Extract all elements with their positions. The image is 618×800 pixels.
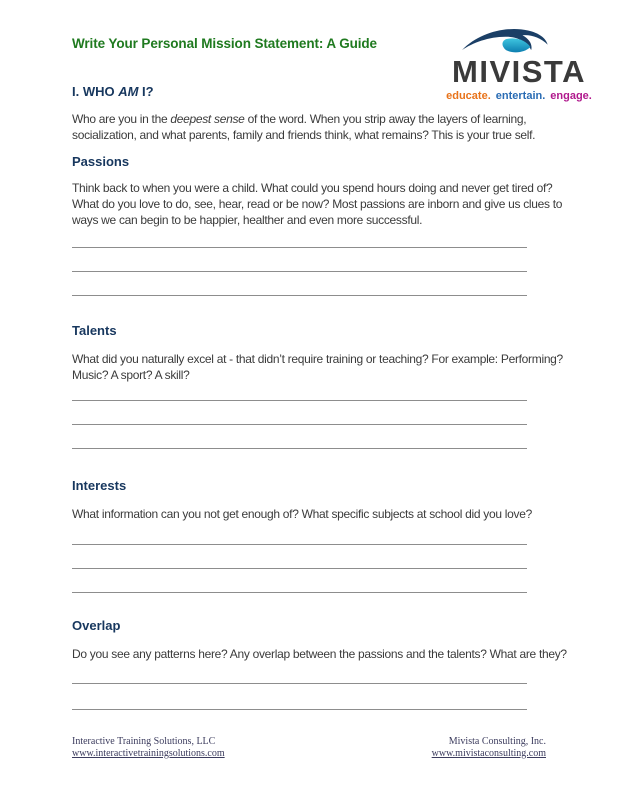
tagline-engage: engage. [550,90,592,102]
answer-line [72,684,527,710]
answer-line [72,425,527,449]
footer-left-company: Interactive Training Solutions, LLC [72,736,216,747]
talents-paragraph: What did you naturally excel at - that didn’t require training or teaching? For example: Performing? Music? A sport? A skill? [72,352,563,382]
who-intro-paragraph: Who are you in the deepest sense of the word. When you strip away the layers of learning, socialization, and what parents, family and friends think, what remains? This is your true self. [72,112,536,142]
document-title: Write Your Personal Mission Statement: A Guide [72,36,377,51]
answer-line [72,272,527,296]
answer-line [72,569,527,593]
eye-icon [458,25,554,58]
logo-wordmark: MIVISTA [452,54,586,89]
answer-line [72,248,527,272]
tagline-entertain: entertain. [495,90,546,102]
section-heading-who-am-i: I. WHO AM I? [72,84,154,99]
interests-paragraph: What information can you not get enough of? What specific subjects at school did you love? [72,507,532,521]
answer-line [72,401,527,425]
interests-answer-lines [72,521,618,593]
passions-answer-lines [72,224,618,296]
tagline-educate: educate. [446,90,491,102]
answer-line [72,545,527,569]
passions-paragraph: Think back to when you were a child. What could you spend hours doing and never get tired of? What do you love to do, see, hear, read or be now? Most passions are inborn and give us clues to ways we can begin to be happier, healther and even more successful. [72,181,563,227]
answer-line [72,521,527,545]
overlap-answer-lines [72,658,618,710]
section-heading-talents: Talents [72,323,117,338]
footer-right-company: Mivista Consulting, Inc. [448,736,546,747]
footer-left-block [72,736,225,759]
overlap-paragraph: Do you see any patterns here? Any overlap between the passions and the talents? What are they? [72,647,567,661]
page-footer [72,736,546,759]
section-heading-passions: Passions [72,154,130,169]
footer-right-block [432,736,546,759]
talents-answer-lines [72,377,618,449]
section-heading-interests: Interests [72,478,127,493]
section-heading-overlap: Overlap [72,618,121,633]
mivista-logo [440,25,598,102]
logo-tagline [446,90,592,102]
footer-right-link[interactable]: www.mivistaconsulting.com [431,747,546,759]
footer-left-link[interactable]: www.interactivetrainingsolutions.com [72,747,225,759]
